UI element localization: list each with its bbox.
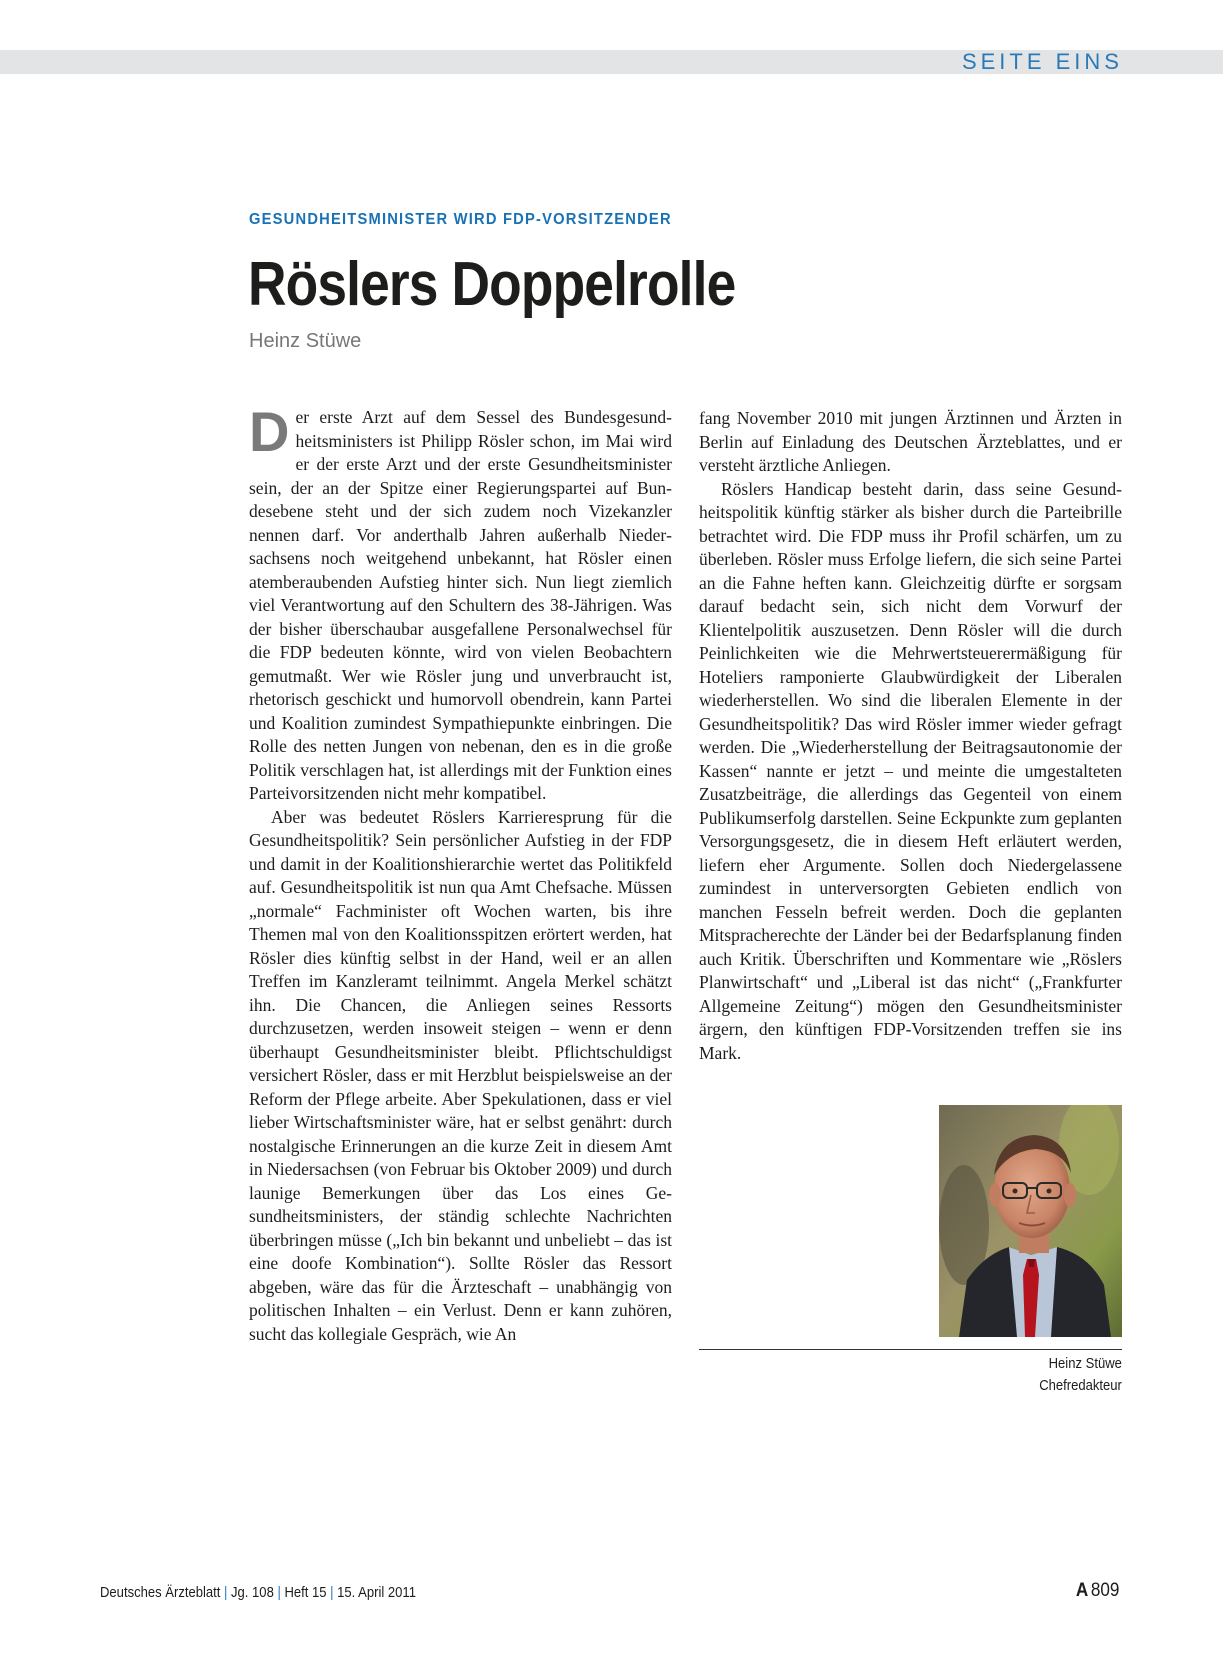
article-headline: Röslers Doppelrolle <box>248 250 736 319</box>
footer-separator: | <box>330 1585 334 1601</box>
article-kicker: GESUNDHEITSMINISTER WIRD FDP-VORSITZENDER <box>249 211 672 228</box>
footer-date: 15. April 2011 <box>337 1585 416 1601</box>
footer-journal: Deutsches Ärzteblatt <box>100 1585 221 1601</box>
footer-issue: Heft 15 <box>284 1585 327 1601</box>
page-prefix: A <box>1075 1580 1088 1601</box>
drop-cap: D <box>249 400 290 463</box>
footer-separator: | <box>224 1585 228 1601</box>
page-footer <box>100 1585 416 1601</box>
article-column-right <box>699 407 1122 1065</box>
paragraph-1-text: er erste Arzt auf dem Sessel des Bundesgesundheitsministers ist Philipp Rösler schon, im Mai wird er der erste Arzt und der erste Gesundheitsminister sein, der an der Spitze einer Regierungspartei auf Bundesebene steht und der sich zudem noch Vizekanzler nennen darf. Vor anderthalb Jahren außerhalb Niedersachsens noch weitgehend unbekannt, hat Rösler einen atemberaubenden Aufstieg hinter sich. Nun liegt ziemlich viel Verantwortung auf den Schultern des 38-Jährigen. Was der bisher überschaubar ausgefallene Personalwechsel für die FDP bedeuten könnte, wird von vielen Beobachtern gemutmaßt. Wer wie Rösler jung und unverbraucht ist, rhetorisch geschickt und humorvoll obendrein, kann Partei und Koalition zumindest Sympathiepunkte einbringen. Die Rolle des netten Jungen von nebenan, den es in die große Politik verschlagen hat, ist allerdings mit der Funktion eines Parteivorsitzenden nicht mehr kompatibel. <box>249 407 672 803</box>
page-number-value: 809 <box>1090 1580 1119 1601</box>
section-label: SEITE EINS <box>961 49 1123 74</box>
caption-name: Heinz Stüwe <box>1048 1356 1122 1372</box>
paragraph-1 <box>249 400 672 806</box>
photo-caption <box>1039 1353 1122 1397</box>
article-byline: Heinz Stüwe <box>249 330 362 352</box>
footer-volume: Jg. 108 <box>231 1585 274 1601</box>
footer-separator: | <box>277 1585 281 1601</box>
paragraph-2: Aber was bedeutet Röslers Karrieresprung für die Gesundheitspolitik? Sein persönlicher Aufstieg in der FDP und damit in der Koalitionshierarchie wertet das Politikfeld auf. Gesundheitspolitik ist nun qua Amt Chefsache. Müssen „normale“ Fachminister oft Wochen warten, bis ihre Themen mal von den Koalitionsspitzen erörtert werden, hat Rösler dies künftig selbst in der Hand, weil er an allen Treffen im Kanzleramt teilnimmt. Angela Merkel schätzt ihn. Die Chancen, die Anliegen seines Ressorts durchzusetzen, werden insoweit steigen – wenn er denn überhaupt Gesundheitsminister bleibt. Pflichtschuldigst versichert Rösler, dass er mit Herzblut beispielsweise an der Reform der Pflege arbeite. Aber Spekulationen, dass er viel lieber Wirtschaftsminister wäre, hat er selbst genährt: durch nostalgische Erinnerungen an die kurze Zeit in diesem Amt in Niedersachsen (von Februar bis Oktober 2009) und durch launige Bemerkungen über das Los eines Gesundheitsministers, der ständig schlechte Nachrichten überbringen müsse („Ich bin bekannt und unbeliebt – das ist eine doofe Kombination“). Sollte Rösler das Ressort abgeben, wäre das für die Ärzteschaft – unabhängig von politischen Inhalten – ein Verlust. Denn er kann zuhören, sucht das kollegiale Gespräch, wie An <box>249 806 672 1344</box>
author-portrait <box>939 1105 1122 1337</box>
caption-rule <box>699 1349 1122 1350</box>
page-number <box>1075 1580 1119 1602</box>
paragraph-3: fang November 2010 mit jungen Ärztinnen und Ärzten in Berlin auf Einladung des Deutschen Ärzteblattes, und er versteht ärztliche Anliegen. <box>699 408 1122 475</box>
paragraph-4: Röslers Handicap besteht darin, dass seine Gesundheitspolitik künftig stärker als bisher durch die Parteibrille betrachtet wird. Die FDP muss ihr Profil schärfen, um zu überleben. Rösler muss Erfolge liefern, die sich seine Partei an die Fahne heften kann. Gleichzeitig dürfte er sorgsam darauf bedacht sein, sich nicht dem Vorwurf der Klientelpolitik auszusetzen. Denn Rösler will die durch Peinlichkeiten wie die Mehrwertsteuerermäßigung für Hoteliers ramponierte Glaubwürdigkeit der Liberalen wiederherstellen. Wo sind die liberalen Elemente in der Gesundheitspolitik? Das wird Rösler immer wieder gefragt werden. Die „Wiederherstellung der Beitragsautonomie der Kassen“ nannte er jetzt – und meinte die umgestalteten Zusatzbeiträge, die allerdings das Gegenteil von einem Publikumserfolg darstellen. Seine Eckpunkte zum geplanten Versorgungsgesetz, die in diesem Heft erläutert werden, liefern eher Argumente. Sollen doch Niedergelassene zumindest in unterversorgten Gebieten endlich von manchen Fesseln befreit werden. Doch die geplanten Mitspracherechte der Länder bei der Bedarfsplanung finden auch Kritik. Überschriften und Kommentare wie „Röslers Planwirtschaft“ und „Liberal ist das nicht“ („Frankfurter Allgemeine Zeitung“) mögen den Gesundheitsminister ärgern, den künftigen FDP-Vorsitzenden treffen sie ins Mark. <box>699 478 1122 1063</box>
caption-role: Chefredakteur <box>1039 1378 1122 1394</box>
article-column-left <box>249 400 672 1346</box>
